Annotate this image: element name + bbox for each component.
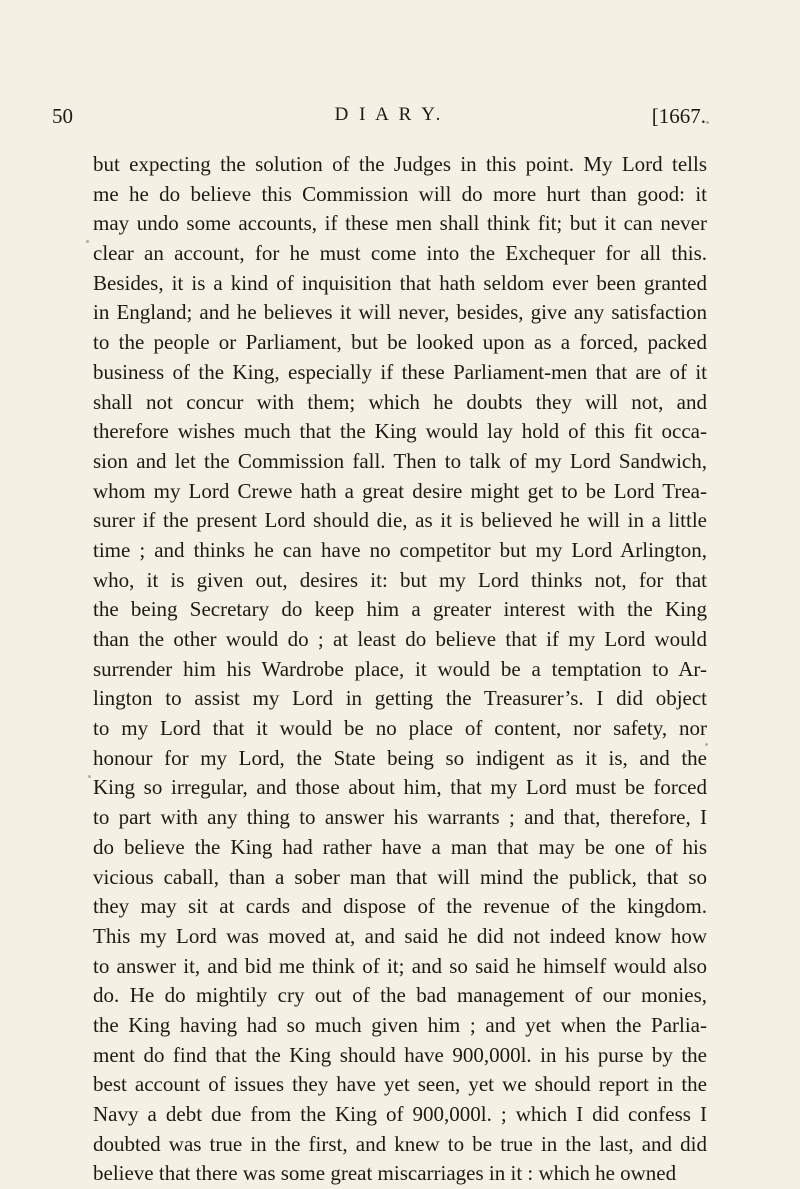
text-line: me he do believe this Commission will do more hurt than good: it [93,181,707,206]
text-line: shall not concur with them; which he doubts they will not, and [93,389,707,414]
text-line: This my Lord was moved at, and said he did not indeed know how [93,923,707,948]
text-line: do. He do mightily cry out of the bad management of our monies, [93,983,707,1008]
running-head [52,104,706,134]
text-line: time ; and thinks he can have no competitor but my Lord Arlington, [93,537,707,562]
text-line: surrender him his Wardrobe place, it would be a temptation to Ar- [93,656,707,681]
text-line: honour for my Lord, the State being so indigent as it is, and the [93,745,707,770]
text-line: Besides, it is a kind of inquisition that hath seldom ever been granted [93,270,707,295]
running-year: [1667. [651,104,706,128]
text-line: clear an account, for he must come into the Exchequer for all this. [93,241,707,266]
text-line: surer if the present Lord should die, as it is believed he will in a little [93,508,707,533]
text-line: ment do find that the King should have 900,000l. in his purse by the [93,1042,707,1067]
text-line: business of the King, especially if these Parliament-men that are of it [93,359,707,384]
running-title: D I A R Y. [334,104,444,125]
text-line: believe that there was some great miscarriages in it : which he owned [93,1161,677,1186]
text-line: King so irregular, and those about him, that my Lord must be forced [93,775,707,800]
text-line: but expecting the solution of the Judges in this point. My Lord tells [93,152,707,176]
text-line: to answer it, and bid me think of it; and so said he himself would also [93,953,707,978]
text-line: than the other would do ; at least do believe that if my Lord would [93,627,707,651]
text-line: who, it is given out, desires it: but my Lord thinks not, for that [93,567,707,592]
text-line: to the people or Parliament, but be looked upon as a forced, packed [93,330,707,355]
text-line: the King having had so much given him ; and yet when the Parlia- [93,1012,707,1037]
text-line: best account of issues they have yet seen, yet we should report in the [93,1072,707,1097]
print-speck [705,743,708,746]
text-line: the being Secretary do keep him a greater interest with the King [93,597,707,622]
text-line: to my Lord that it would be no place of content, nor safety, nor [93,716,707,741]
page-number: 50 [52,104,73,128]
text-line: they may sit at cards and dispose of the revenue of the kingdom. [93,894,707,919]
text-line: lington to assist my Lord in getting the Treasurer’s. I did object [93,686,707,711]
text-line: do believe the King had rather have a man that may be one of his [93,834,707,859]
text-line: Navy a debt due from the King of 900,000l. ; which I did confess I [93,1102,707,1126]
print-speck [706,121,709,124]
print-speck [88,775,91,778]
text-line: to part with any thing to answer his warrants ; and that, therefore, I [93,805,707,830]
text-line: may undo some accounts, if these men shall think fit; but it can never [93,211,707,236]
text-line: vicious caball, than a sober man that will mind the publick, that so [93,864,707,889]
text-line: whom my Lord Crewe hath a great desire might get to be Lord Trea- [93,478,707,503]
text-line: doubted was true in the first, and knew to be true in the last, and did [93,1131,707,1156]
text-line: in England; and he believes it will never, besides, give any satisfaction [93,300,707,325]
body-text [93,150,707,1189]
text-line: therefore wishes much that the King would lay hold of this fit occa- [93,419,707,444]
print-speck [86,240,89,243]
text-line: sion and let the Commission fall. Then to talk of my Lord Sandwich, [93,448,707,473]
